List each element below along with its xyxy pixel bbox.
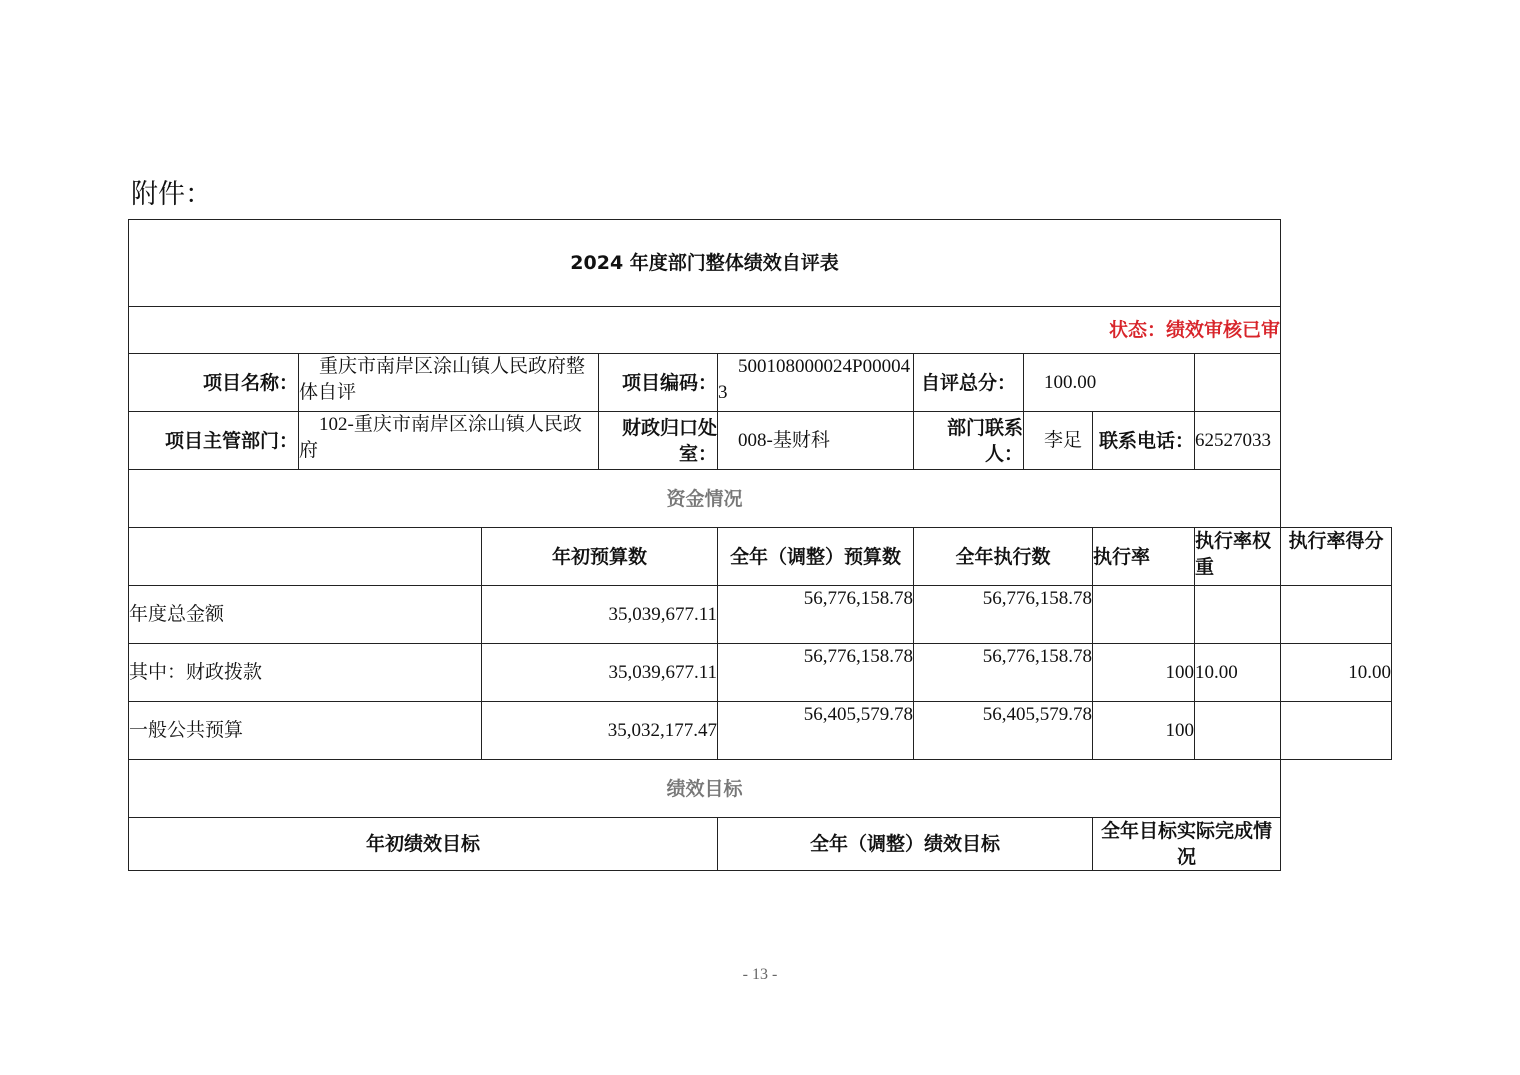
rate-score: 10.00: [1281, 644, 1392, 702]
empty-cell: [1195, 354, 1281, 412]
initial-budget: 35,032,177.47: [482, 702, 718, 760]
rate-score: [1281, 586, 1392, 644]
project-code-label: 项目编码：: [599, 354, 718, 412]
row-label: 年度总金额: [129, 586, 482, 644]
execution-rate: [1093, 586, 1195, 644]
funds-header-executed: 全年执行数: [914, 528, 1093, 586]
adjusted-budget: 56,776,158.78: [718, 586, 914, 644]
row-label: 其中：财政拨款: [129, 644, 482, 702]
execution-rate: 100: [1093, 644, 1195, 702]
funds-section-title: 资金情况: [129, 470, 1281, 528]
managing-dept-value: 102-重庆市南岸区涂山镇人民政府: [299, 412, 599, 470]
rate-weight: [1195, 702, 1281, 760]
page-number: - 13 -: [742, 966, 778, 983]
goals-header-actual: 全年目标实际完成情况: [1093, 818, 1281, 871]
executed-amount: 56,405,579.78: [914, 702, 1093, 760]
executed-amount: 56,776,158.78: [914, 644, 1093, 702]
goals-header-initial: 年初绩效目标: [129, 818, 718, 871]
project-name-label: 项目名称：: [129, 354, 299, 412]
adjusted-budget: 56,776,158.78: [718, 644, 914, 702]
finance-office-label: 财政归口处室：: [599, 412, 718, 470]
funds-header-blank: [129, 528, 482, 586]
row-label: 一般公共预算: [129, 702, 482, 760]
dept-contact-label: 部门联系人：: [914, 412, 1024, 470]
goals-header-adjusted: 全年（调整）绩效目标: [718, 818, 1093, 871]
adjusted-budget: 56,405,579.78: [718, 702, 914, 760]
performance-form-table: [128, 219, 1392, 871]
funds-header-rate: 执行率: [1093, 528, 1195, 586]
rate-weight: [1195, 586, 1281, 644]
status-badge: 状态：绩效审核已审: [129, 307, 1281, 354]
table-row: [129, 702, 1392, 760]
rate-score: [1281, 702, 1392, 760]
self-score-label: 自评总分：: [914, 354, 1024, 412]
finance-office-value: 008-基财科: [718, 412, 914, 470]
initial-budget: 35,039,677.11: [482, 644, 718, 702]
phone-value: 62527033: [1195, 412, 1281, 470]
table-row: [129, 586, 1392, 644]
execution-rate: 100: [1093, 702, 1195, 760]
table-row: [129, 644, 1392, 702]
dept-contact-value: 李足: [1024, 412, 1093, 470]
funds-header-score: 执行率得分: [1281, 528, 1392, 586]
managing-dept-label: 项目主管部门：: [129, 412, 299, 470]
funds-header-adjusted: 全年（调整）预算数: [718, 528, 914, 586]
project-name-value: 重庆市南岸区涂山镇人民政府整体自评: [299, 354, 599, 412]
attachment-label: 附件：: [131, 179, 212, 210]
initial-budget: 35,039,677.11: [482, 586, 718, 644]
form-title: 2024 年度部门整体绩效自评表: [129, 220, 1281, 307]
phone-label: 联系电话：: [1093, 412, 1195, 470]
project-code-value: 500108000024P000043: [718, 354, 914, 412]
funds-header-weight: 执行率权重: [1195, 528, 1281, 586]
self-score-value: 100.00: [1024, 354, 1195, 412]
rate-weight: 10.00: [1195, 644, 1281, 702]
executed-amount: 56,776,158.78: [914, 586, 1093, 644]
goals-section-title: 绩效目标: [129, 760, 1281, 818]
funds-header-initial: 年初预算数: [482, 528, 718, 586]
